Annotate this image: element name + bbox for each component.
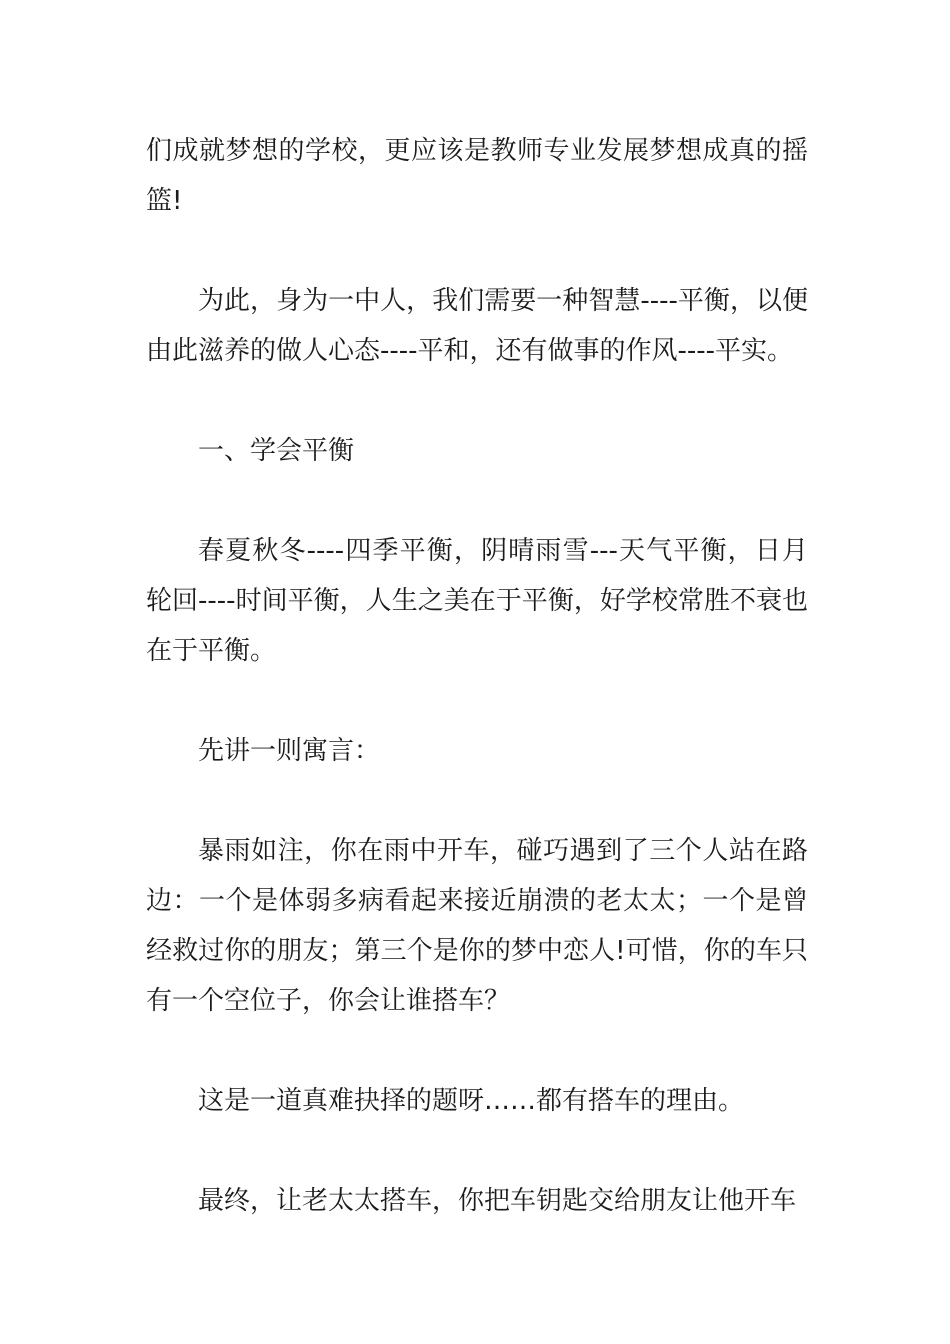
paragraph-dilemma: 这是一道真难抉择的题呀……都有搭车的理由。 <box>198 1086 745 1116</box>
paragraph-fable: 暴雨如注，你在雨中开车，碰巧遇到了三个人站在路边：一个是体弱多病看起来接近崩溃的老太太；一个是曾经救过你的朋友；第三个是你的梦中恋人!可惜，你的车只有一个空位子，你会让谁搭车？ <box>146 836 808 1016</box>
paragraph-continuation: 们成就梦想的学校，更应该是教师专业发展梦想成真的摇篮! <box>146 136 808 216</box>
document-body <box>146 126 808 1226</box>
section-heading: 一、学会平衡 <box>198 436 355 466</box>
paragraph-seasons: 春夏秋冬----四季平衡，阴晴雨雪---天气平衡，日月轮回----时间平衡，人生之美在于平衡，好学校常胜不衰也在于平衡。 <box>146 536 808 666</box>
paragraph-fable-intro: 先讲一则寓言： <box>198 736 381 766</box>
paragraph-balance-intro: 为此，身为一中人，我们需要一种智慧----平衡，以便由此滋养的做人心态----平和，还有做事的作风----平实。 <box>146 286 808 366</box>
paragraph-answer: 最终，让老太太搭车，你把车钥匙交给朋友让他开车 <box>198 1186 797 1216</box>
